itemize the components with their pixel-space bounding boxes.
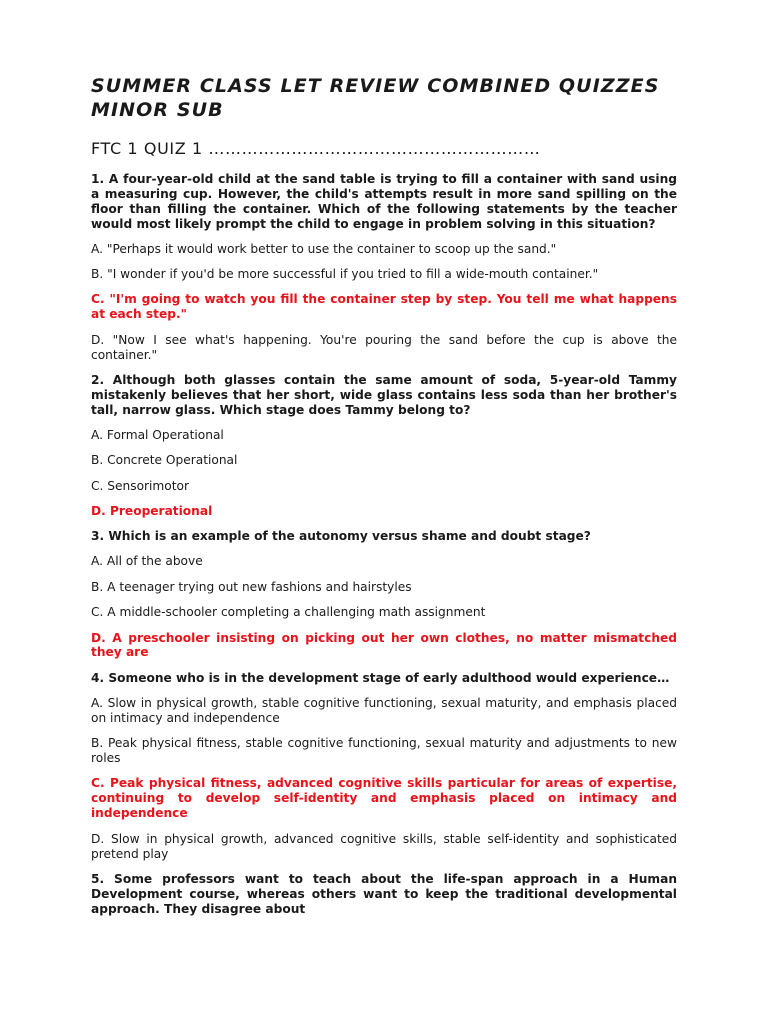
- question-text: 2. Although both glasses contain the same amount of soda, 5-year-old Tammy mistakenly believes that her short, wide glass contains less soda than her brother's tall, narrow glass. Which stage does Tammy belong to?: [91, 373, 677, 417]
- question-block: [91, 671, 677, 862]
- question-block: [91, 172, 677, 363]
- document-title: SUMMER CLASS LET REVIEW COMBINED QUIZZES MINOR SUB: [91, 75, 660, 121]
- answer-option: B. Peak physical fitness, stable cognitive functioning, sexual maturity and adjustments to new roles: [91, 736, 677, 765]
- question-block: [91, 872, 677, 917]
- answer-option: B. A teenager trying out new fashions and hairstyles: [91, 579, 412, 594]
- answer-option: C. Sensorimotor: [91, 478, 189, 493]
- question-text: 4. Someone who is in the development stage of early adulthood would experience…: [91, 670, 670, 685]
- correct-answer-option: C. "I'm going to watch you fill the container step by step. You tell me what happens at each step.": [91, 292, 677, 322]
- question-block: [91, 529, 677, 660]
- question-text: 1. A four-year-old child at the sand table is trying to fill a container with sand using a measuring cup. However, the child's attempts result in more sand spilling on the floor than filling the container. Which of the following statements by the teacher would most likely prompt the child to engage in problem solving in this situation?: [91, 172, 677, 231]
- question-text: 3. Which is an example of the autonomy versus shame and doubt stage?: [91, 529, 591, 544]
- correct-answer-option: D. Preoperational: [91, 504, 213, 518]
- answer-option: D. Slow in physical growth, advanced cognitive skills, stable self-identity and sophisticated pretend play: [91, 831, 677, 861]
- question-block: [91, 373, 677, 519]
- answer-option: D. "Now I see what's happening. You're pouring the sand before the cup is above the container.": [91, 332, 677, 362]
- question-text: 5. Some professors want to teach about the life-span approach in a Human Development course, whereas others want to keep the traditional developmental approach. They disagree about: [91, 871, 677, 916]
- answer-option: B. "I wonder if you'd be more successful if you tried to fill a wide-mouth container.": [91, 267, 599, 282]
- correct-answer-option: C. Peak physical fitness, advanced cognitive skills particular for areas of expertise, continuing to develop self-identity and emphasis placed on intimacy and independence: [91, 776, 677, 821]
- answer-option: A. Slow in physical growth, stable cognitive functioning, sexual maturity, and emphasis placed on intimacy and independence: [91, 695, 677, 725]
- answer-option: A. Formal Operational: [91, 427, 224, 442]
- answer-option: A. All of the above: [91, 554, 203, 569]
- answer-option: C. A middle-schooler completing a challenging math assignment: [91, 605, 486, 620]
- answer-option: B. Concrete Operational: [91, 453, 238, 468]
- correct-answer-option: D. A preschooler insisting on picking out her own clothes, no matter mismatched they are: [91, 630, 677, 660]
- quiz-heading: FTC 1 QUIZ 1 ……………………………………………………: [91, 139, 541, 158]
- answer-option: A. "Perhaps it would work better to use the container to scoop up the sand.": [91, 241, 557, 256]
